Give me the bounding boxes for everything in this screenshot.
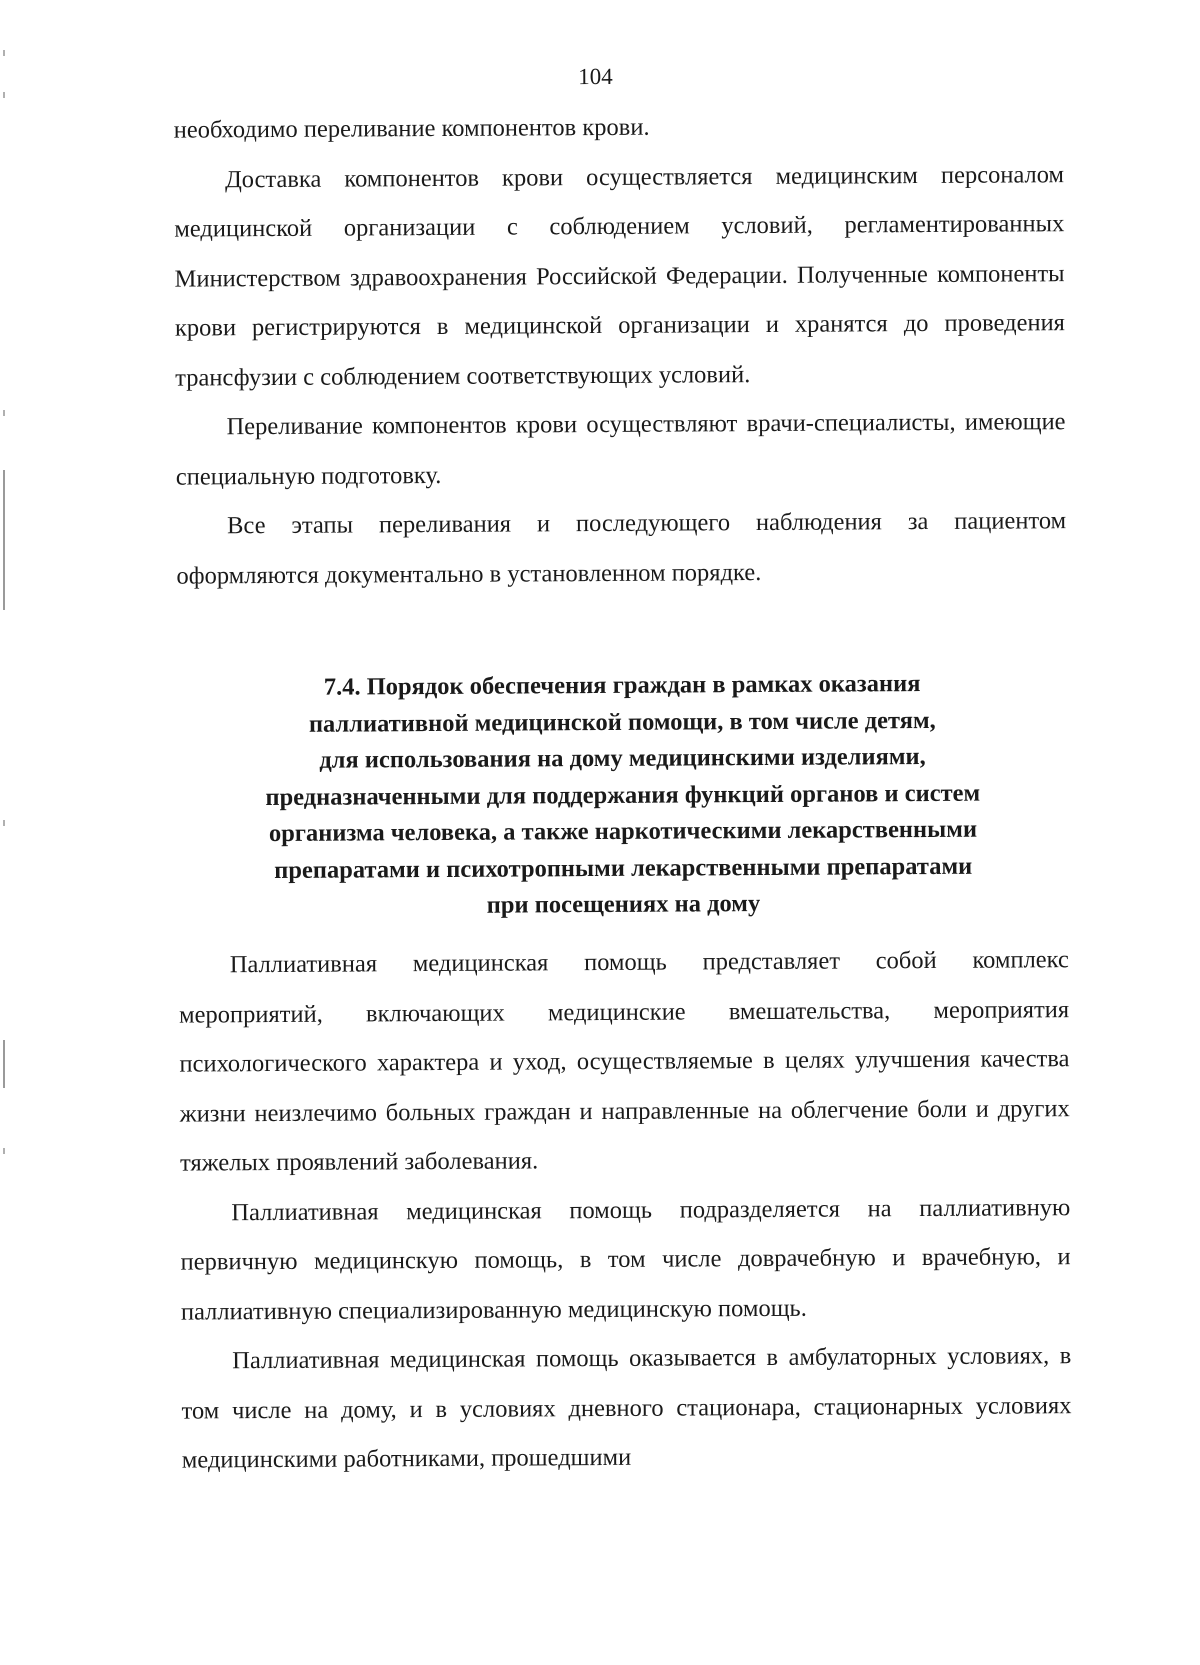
heading-line: для использования на дому медицинскими изделиями,	[319, 743, 926, 774]
heading-line: предназначенными для поддержания функций органов и систем	[265, 779, 981, 811]
paragraph-transfusion-specialists: Переливание компонентов крови осуществляют врачи-специалисты, имеющие специальную подготовку.	[175, 408, 1066, 491]
section-heading	[177, 665, 1069, 926]
heading-line: 7.4. Порядок обеспечения граждан в рамках оказания	[323, 670, 921, 701]
heading-line: при посещениях на дому	[486, 890, 761, 919]
paragraph-palliative-types: Паллиативная медицинская помощь подразделяется на паллиативную первичную медицинскую помощь, в том числе доврачебную и врачебную, и паллиативную специализированную медицинскую помощь.	[180, 1193, 1071, 1326]
body-text-upper	[174, 100, 1067, 600]
paragraph-documentation: Все этапы переливания и последующего наблюдения за пациентом оформляются документально в установленном порядке.	[176, 507, 1067, 590]
paragraph-continuation: необходимо переливание компонентов крови.	[173, 113, 650, 144]
heading-line: организма человека, а также наркотическими лекарственными	[268, 815, 978, 848]
paragraph-delivery: Доставка компонентов крови осуществляется медицинским персоналом медицинской организации с соблюдением условий, регламентированных Министерством здравоохранения Российской Федерации. Полученные компоненты крови регистрируются в медицинской организации и хранятся до проведения трансфузии с соблюдением соответствующих условий.	[174, 160, 1065, 392]
heading-line: паллиативной медицинской помощи, в том числе детям,	[308, 706, 936, 738]
heading-line: препаратами и психотропными лекарственными препаратами	[274, 852, 973, 884]
body-text-lower	[179, 935, 1072, 1485]
paragraph-palliative-definition: Паллиативная медицинская помощь представляет собой комплекс мероприятий, включающих медицинские вмешательства, мероприятия психологического характера и уход, осуществляемые в целях улучшения качества жизни неизлечимо больных граждан и направленные на облегчение боли и других тяжелых проявлений заболевания.	[179, 946, 1070, 1177]
page-number: 104	[578, 63, 613, 90]
paragraph-palliative-conditions: Паллиативная медицинская помощь оказывается в амбулаторных условиях, в том числе на дому, и в условиях дневного стационара, стационарных условиях медицинскими работниками, прошедшими	[181, 1342, 1072, 1474]
